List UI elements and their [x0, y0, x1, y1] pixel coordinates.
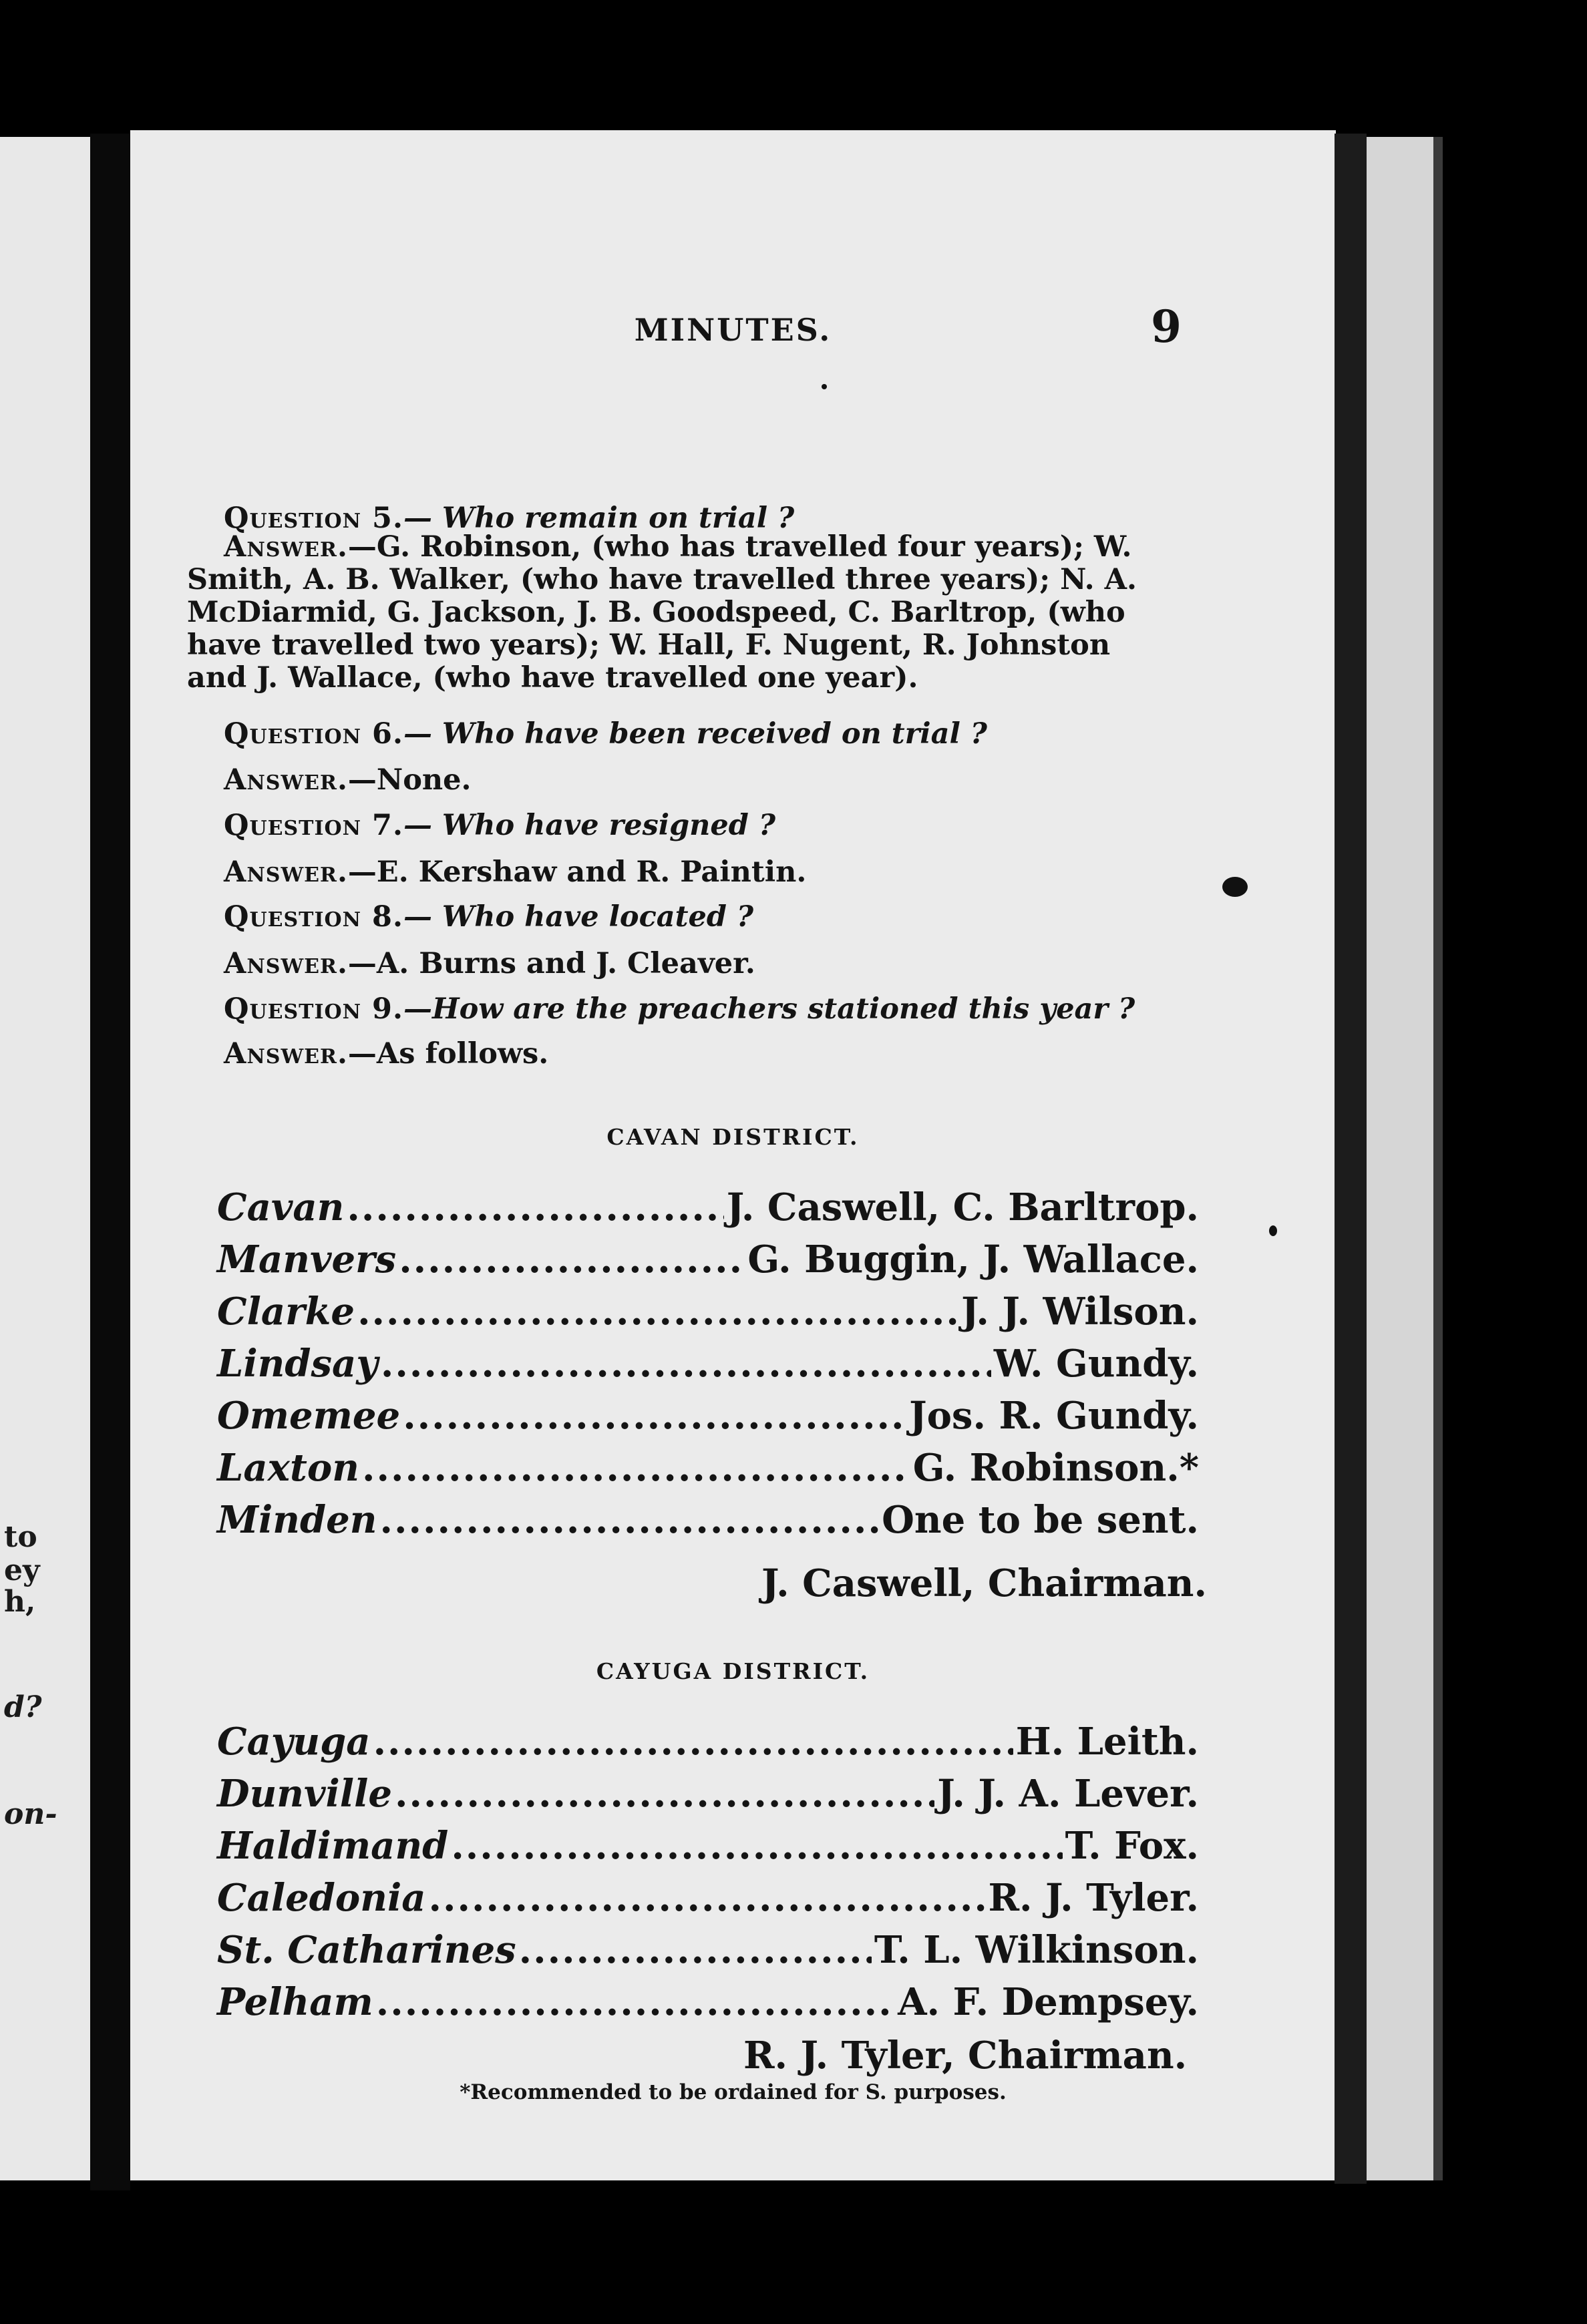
question-text: — Who have been received on trial ? — [403, 717, 987, 751]
question-6 — [224, 717, 1189, 751]
answer-8 — [224, 946, 1189, 981]
page-number: 9 — [1151, 301, 1182, 353]
answer-9 — [224, 1036, 1189, 1071]
leader-dots — [451, 1824, 1062, 1868]
station-preacher: G. Buggin, J. Wallace. — [747, 1237, 1199, 1282]
station-row — [217, 1394, 1199, 1443]
station-row — [217, 1290, 1199, 1339]
district-title: CAYUGA DISTRICT. — [596, 1658, 870, 1684]
answer-line: have travelled two years); W. Hall, F. Nugent, R. Johnston — [187, 628, 1111, 662]
station-row — [217, 1342, 1199, 1391]
leader-dots — [429, 1876, 986, 1920]
station-preacher: T. Fox. — [1065, 1824, 1199, 1868]
question-9 — [224, 992, 1189, 1026]
district-chairman: R. J. Tyler, Chairman. — [743, 2034, 1188, 2078]
leader-dots — [347, 1185, 723, 1229]
question-text: —How are the preachers stationed this year ? — [403, 992, 1135, 1026]
station-row — [217, 1185, 1199, 1235]
left-page-fragment-text: to — [4, 1520, 37, 1554]
station-name: Minden — [217, 1498, 377, 1542]
film-speck — [822, 384, 827, 389]
question-text: — Who have resigned ? — [403, 809, 776, 842]
station-preacher: Jos. R. Gundy. — [909, 1394, 1199, 1438]
station-preacher: T. L. Wilkinson. — [874, 1928, 1199, 1972]
answer-text: —A. Burns and J. Cleaver. — [347, 947, 755, 980]
answer-label: Answer. — [224, 763, 348, 797]
station-preacher: R. J. Tyler. — [988, 1876, 1199, 1920]
station-name: Omemee — [217, 1394, 401, 1438]
leader-dots — [379, 1498, 879, 1542]
station-row — [217, 1980, 1199, 2029]
station-name: Clarke — [217, 1290, 355, 1334]
running-head: MINUTES. — [634, 312, 832, 348]
answer-6 — [224, 763, 1189, 797]
question-text: — Who have located ? — [403, 900, 754, 934]
left-page-fragment-text: d? — [4, 1690, 42, 1724]
station-row — [217, 1237, 1199, 1287]
station-preacher: G. Robinson.* — [912, 1446, 1199, 1490]
question-label: Question 7. — [224, 809, 403, 842]
answer-label: Answer. — [224, 947, 348, 980]
answer-text: —As follows. — [347, 1037, 549, 1071]
station-preacher: J. J. Wilson. — [961, 1290, 1199, 1334]
answer-line: McDiarmid, G. Jackson, J. B. Goodspeed, C. Barltrop, (who — [187, 596, 1125, 629]
answer-7 — [224, 855, 1189, 890]
book-gutter — [90, 134, 130, 2190]
leader-dots — [373, 1720, 1013, 1764]
station-preacher: One to be sent. — [882, 1498, 1199, 1542]
question-label: Question 9. — [224, 992, 403, 1026]
question-text: Who remain on trial ? — [442, 502, 795, 535]
answer-text: —None. — [347, 763, 472, 797]
question-dash: — — [403, 502, 432, 535]
film-speck — [1222, 877, 1248, 897]
station-row — [217, 1446, 1199, 1495]
answer-text: —E. Kershaw and R. Paintin. — [347, 855, 807, 889]
page-edge-shadow — [1335, 134, 1367, 2184]
leader-dots — [357, 1290, 958, 1334]
station-name: Haldimand — [217, 1824, 449, 1868]
station-name: Pelham — [217, 1980, 373, 2024]
station-name: Caledonia — [217, 1876, 426, 1920]
footnote: *Recommended to be ordained for S. purposes. — [460, 2080, 1007, 2104]
leader-dots — [362, 1446, 910, 1490]
station-name: Cayuga — [217, 1720, 371, 1764]
station-name: Manvers — [217, 1237, 397, 1282]
station-preacher: H. Leith. — [1015, 1720, 1199, 1764]
page-content — [130, 130, 1336, 2180]
left-page-fragment-text: h, — [4, 1585, 36, 1619]
answer-label: Answer. — [224, 1037, 348, 1071]
leader-dots — [395, 1772, 934, 1816]
leader-dots — [376, 1980, 895, 2024]
station-row — [217, 1720, 1199, 1769]
answer-line: —G. Robinson, (who has travelled four years); W. — [347, 530, 1132, 564]
left-page-fragment-text: on- — [4, 1797, 57, 1831]
district-title: CAVAN DISTRICT. — [606, 1124, 860, 1150]
leader-dots — [381, 1342, 991, 1386]
station-preacher: A. F. Dempsey. — [898, 1980, 1199, 2024]
book-page — [130, 130, 1336, 2180]
right-page-border — [1433, 137, 1443, 2180]
question-7 — [224, 808, 1189, 843]
answer-line: and J. Wallace, (who have travelled one year). — [187, 661, 918, 695]
question-label: Question 5. — [224, 502, 403, 535]
question-label: Question 6. — [224, 717, 403, 751]
station-preacher: J. Caswell, C. Barltrop. — [726, 1185, 1199, 1229]
answer-line: Smith, A. B. Walker, (who have travelled three years); N. A. — [187, 563, 1137, 596]
question-label: Question 8. — [224, 900, 403, 934]
leader-dots — [403, 1394, 906, 1438]
district-chairman: J. Caswell, Chairman. — [761, 1561, 1207, 1605]
station-name: Cavan — [217, 1185, 345, 1229]
station-preacher: W. Gundy. — [993, 1342, 1199, 1386]
left-page-fragment-text: ey — [4, 1553, 40, 1587]
answer-label: Answer. — [224, 855, 348, 889]
station-name: St. Catharines — [217, 1928, 516, 1972]
station-row — [217, 1498, 1199, 1547]
film-speck — [1269, 1225, 1277, 1236]
right-page-edge — [1367, 137, 1433, 2180]
answer-label: Answer. — [224, 530, 348, 564]
answer-5 — [187, 530, 1199, 695]
question-8 — [224, 900, 1189, 934]
station-row — [217, 1928, 1199, 1977]
station-name: Laxton — [217, 1446, 359, 1490]
leader-dots — [399, 1237, 745, 1282]
station-row — [217, 1772, 1199, 1821]
station-name: Dunville — [217, 1772, 392, 1816]
station-row — [217, 1876, 1199, 1925]
left-page-fragment — [0, 137, 90, 2180]
station-row — [217, 1824, 1199, 1873]
leader-dots — [519, 1928, 872, 1972]
station-preacher: J. J. A. Lever. — [937, 1772, 1199, 1816]
station-name: Lindsay — [217, 1342, 378, 1386]
